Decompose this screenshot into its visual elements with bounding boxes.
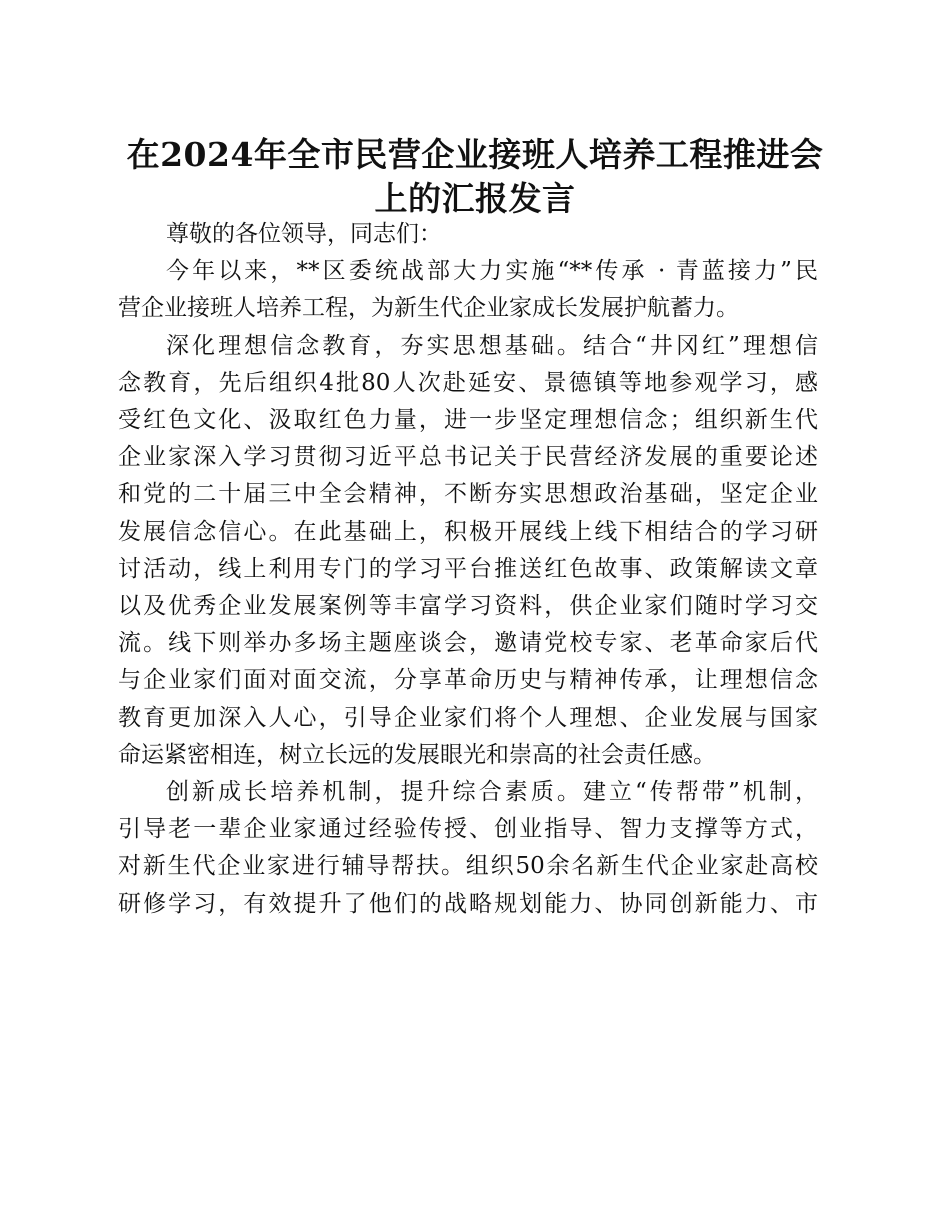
ideals-education-paragraph xyxy=(118,328,818,774)
intro-paragraph xyxy=(118,253,818,327)
document-title xyxy=(100,133,850,221)
salutation-line: 尊敬的各位领导，同志们： xyxy=(166,221,442,247)
paragraph-line: 创新成长培养机制，提升综合素质。建立“传帮带”机制， xyxy=(166,779,818,806)
paragraph-line: 教育更加深入人心，引导企业家们将个人理想、企业发展与国家 xyxy=(118,704,818,731)
paragraph-line: 和党的二十届三中全会精神，不断夯实思想政治基础，坚定企业 xyxy=(118,481,818,508)
paragraph-line: 深化理想信念教育，夯实思想基础。结合“井冈红”理想信 xyxy=(166,332,818,359)
title-line-1: 在2024年全市民营企业接班人培养工程推进会 xyxy=(126,135,824,174)
paragraph-line: 发展信念信心。在此基础上，积极开展线上线下相结合的学习研 xyxy=(118,518,818,545)
salutation-paragraph xyxy=(118,216,818,253)
paragraph-line: 受红色文化、汲取红色力量，进一步坚定理想信念；组织新生代 xyxy=(118,407,818,434)
document-body xyxy=(118,216,818,923)
paragraph-line: 命运紧密相连，树立长远的发展眼光和崇高的社会责任感。 xyxy=(118,741,716,768)
title-line-2: 上的汇报发言 xyxy=(374,179,576,218)
paragraph-line: 引导老一辈企业家通过经验传授、创业指导、智力支撑等方式， xyxy=(118,816,818,843)
paragraph-line: 对新生代企业家进行辅导帮扶。组织50余名新生代企业家赴高校 xyxy=(118,853,818,880)
paragraph-line: 研修学习，有效提升了他们的战略规划能力、协同创新能力、市 xyxy=(118,890,818,917)
growth-mechanism-paragraph xyxy=(118,774,818,923)
paragraph-line: 企业家深入学习贯彻习近平总书记关于民营经济发展的重要论述 xyxy=(118,444,818,471)
paragraph-line: 念教育，先后组织4批80人次赴延安、景德镇等地参观学习，感 xyxy=(118,369,818,396)
paragraph-line: 流。线下则举办多场主题座谈会，邀请党校专家、老革命家后代 xyxy=(118,630,818,657)
paragraph-line: 以及优秀企业发展案例等丰富学习资料，供企业家们随时学习交 xyxy=(118,593,818,620)
paragraph-line: 营企业接班人培养工程，为新生代企业家成长发展护航蓄力。 xyxy=(118,295,739,322)
paragraph-line: 与企业家们面对面交流，分享革命历史与精神传承，让理想信念 xyxy=(118,667,818,694)
paragraph-line: 讨活动，线上利用专门的学习平台推送红色故事、政策解读文章 xyxy=(118,555,818,582)
paragraph-line: 今年以来，**区委统战部大力实施“**传承 · 青蓝接力”民 xyxy=(166,258,818,285)
